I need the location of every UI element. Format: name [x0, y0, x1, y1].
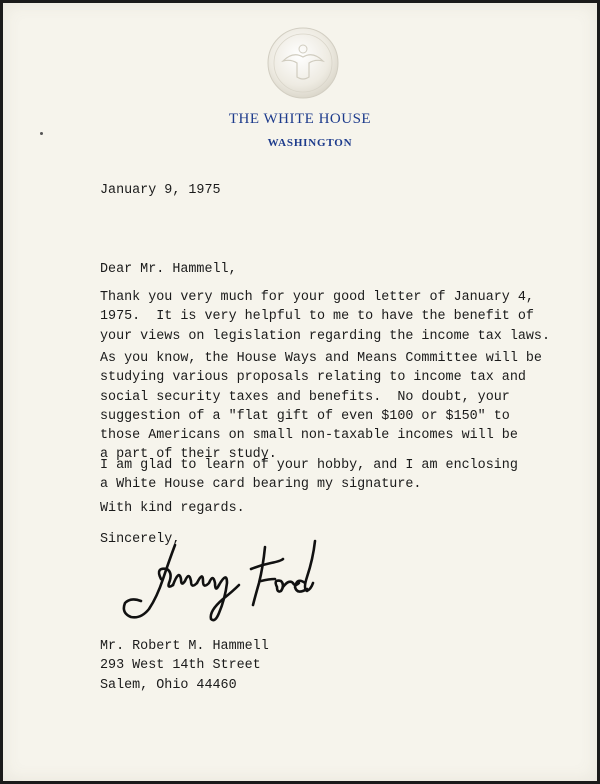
address-line: Salem, Ohio 44460 — [100, 677, 237, 693]
presidential-seal-emboss — [265, 25, 341, 101]
paragraph-line: As you know, the House Ways and Means Committee will be — [100, 351, 542, 366]
paper-speck — [40, 132, 43, 135]
letterhead-title: THE WHITE HOUSE — [228, 111, 372, 127]
letter-date: January 9, 1975 — [100, 183, 221, 198]
paragraph-line: 1975. It is very helpful to me to have the benefit of — [100, 309, 534, 325]
paragraph-line: a White House card bearing my signature. — [100, 477, 422, 493]
paragraph-line: those Americans on small non-taxable incomes will be — [100, 428, 518, 444]
paragraph-line: I am glad to learn of your hobby, and I am enclosing — [100, 458, 518, 473]
paragraph-line: studying various proposals relating to income tax and — [100, 370, 526, 386]
paragraph-line: your views on legislation regarding the income tax laws. — [100, 328, 550, 344]
sign-off: Sincerely, — [100, 532, 181, 547]
letter-page — [3, 3, 597, 781]
salutation: Dear Mr. Hammell, — [100, 262, 237, 277]
paragraph-line: suggestion of a "flat gift of even $100 or $150" to — [100, 408, 510, 424]
letterhead-subtitle: WASHINGTON — [267, 137, 353, 149]
handwritten-signature — [115, 539, 325, 633]
paragraph-line: a part of their study. — [100, 447, 277, 463]
paragraph-2 — [100, 349, 542, 465]
paragraph-3 — [100, 456, 518, 495]
address-line: 293 West 14th Street — [100, 658, 261, 674]
address-line: Mr. Robert M. Hammell — [100, 639, 269, 654]
closing: With kind regards. — [100, 501, 245, 516]
recipient-address — [100, 637, 269, 695]
paragraph-line: social security taxes and benefits. No doubt, your — [100, 389, 510, 405]
paragraph-1 — [100, 288, 550, 346]
paragraph-line: Thank you very much for your good letter of January 4, — [100, 290, 534, 305]
